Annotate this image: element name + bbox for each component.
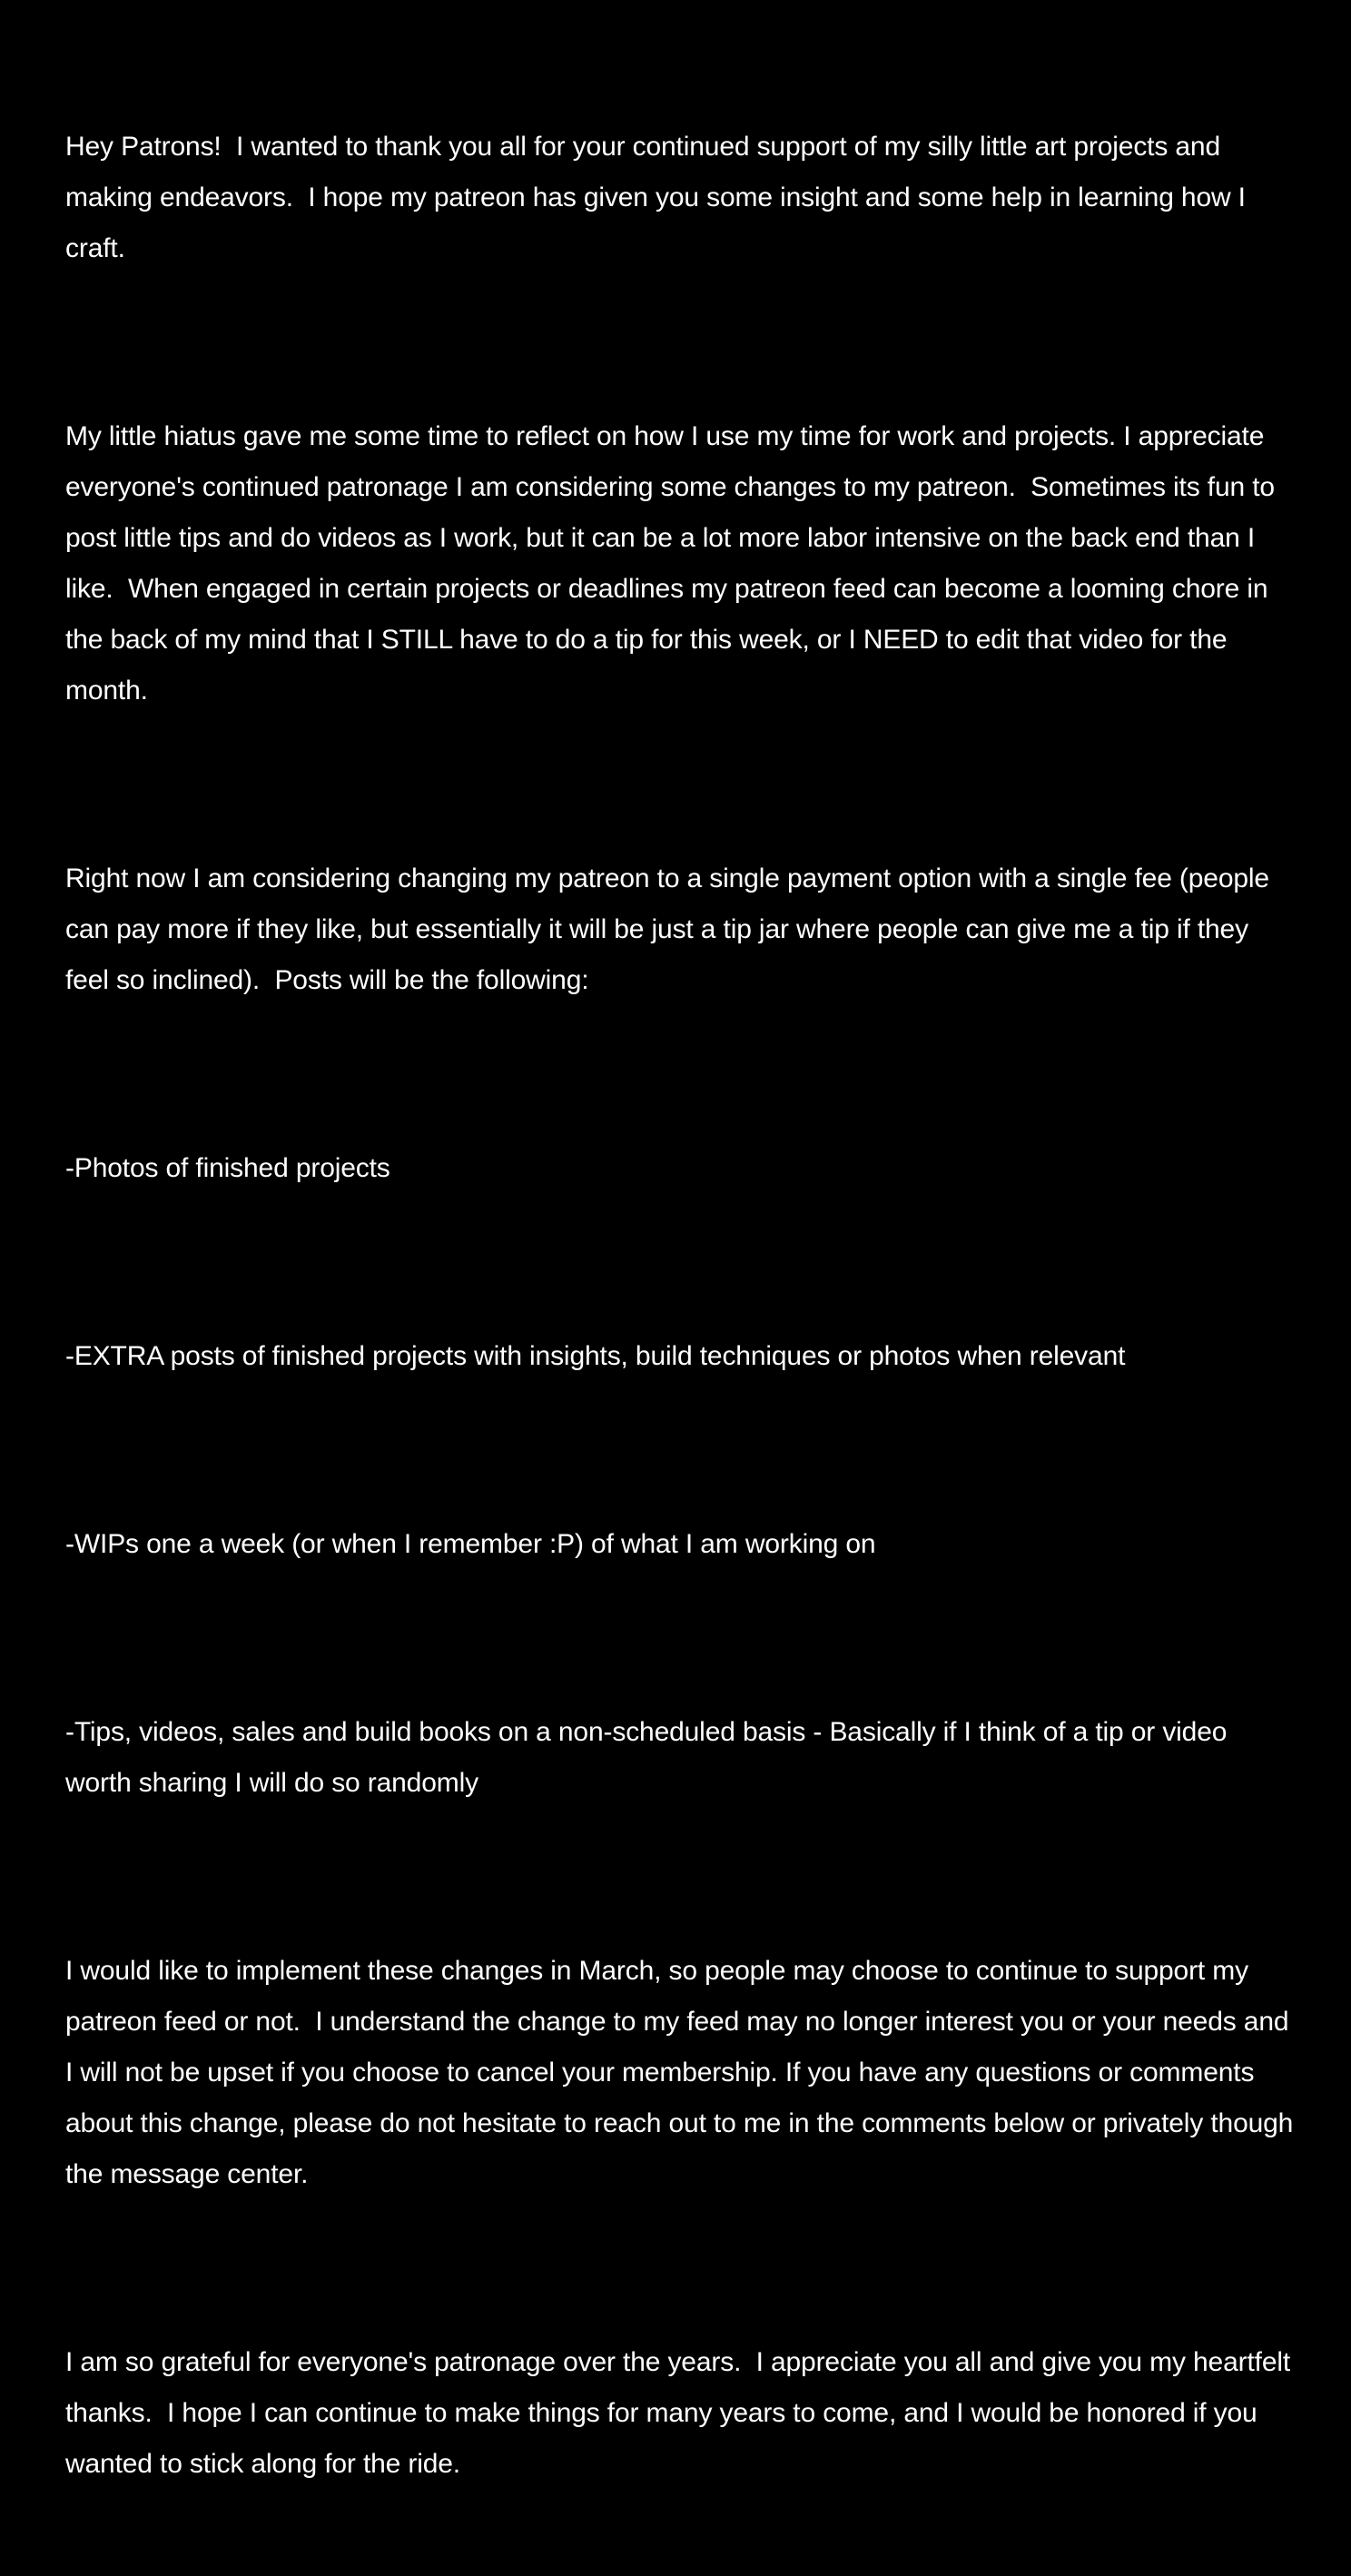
paragraph-hiatus-reflection: My little hiatus gave me some time to reflect on how I use my time for work and projects. I appreciate everyone's continued patronage I am considering some changes to my patreon. Sometimes its fun to post little tips and do videos as I work, but it can be a lot more labor intensive on the back end than I like. When engaged in certain projects or deadlines my patreon feed can become a looming chore in the back of my mind that I STILL have to do a tip for this week, or I NEED to edit that video for the month.	[65, 421, 1283, 706]
list-item-extra-posts: -EXTRA posts of finished projects with insights, build techniques or photos when relevant	[65, 1341, 1126, 1371]
post-body	[65, 20, 1301, 2576]
list-item-wips: -WIPs one a week (or when I remember :P) of what I am working on	[65, 1529, 876, 1559]
list-item-tips-videos: -Tips, videos, sales and build books on a non-scheduled basis - Basically if I think of a tip or video worth sharing I will do so randomly	[65, 1717, 1235, 1798]
paragraph-proposed-change: Right now I am considering changing my patreon to a single payment option with a single fee (people can pay more if they like, but essentially it will be just a tip jar where people can give me a tip if they feel so inclined). Posts will be the following:	[65, 864, 1277, 995]
list-item-finished-photos: -Photos of finished projects	[65, 1153, 390, 1183]
paragraph-greeting: Hey Patrons! I wanted to thank you all for your continued support of my silly little art projects and making endeavors. I hope my patreon has given you some insight and some help in learning how I craft.	[65, 132, 1254, 263]
paragraph-implementation: I would like to implement these changes in March, so people may choose to continue to support my patreon feed or not. I understand the change to my feed may no longer interest you or your needs and I will not be upset if you choose to cancel your membership. If you have any questions or comments about this change, please do not hesitate to reach out to me in the comments below or privately though the message center.	[65, 1956, 1301, 2189]
paragraph-thanks: I am so grateful for everyone's patronage over the years. I appreciate you all and give you my heartfelt thanks. I hope I can continue to make things for many years to come, and I would be honored if you wanted to stick along for the ride.	[65, 2347, 1298, 2479]
